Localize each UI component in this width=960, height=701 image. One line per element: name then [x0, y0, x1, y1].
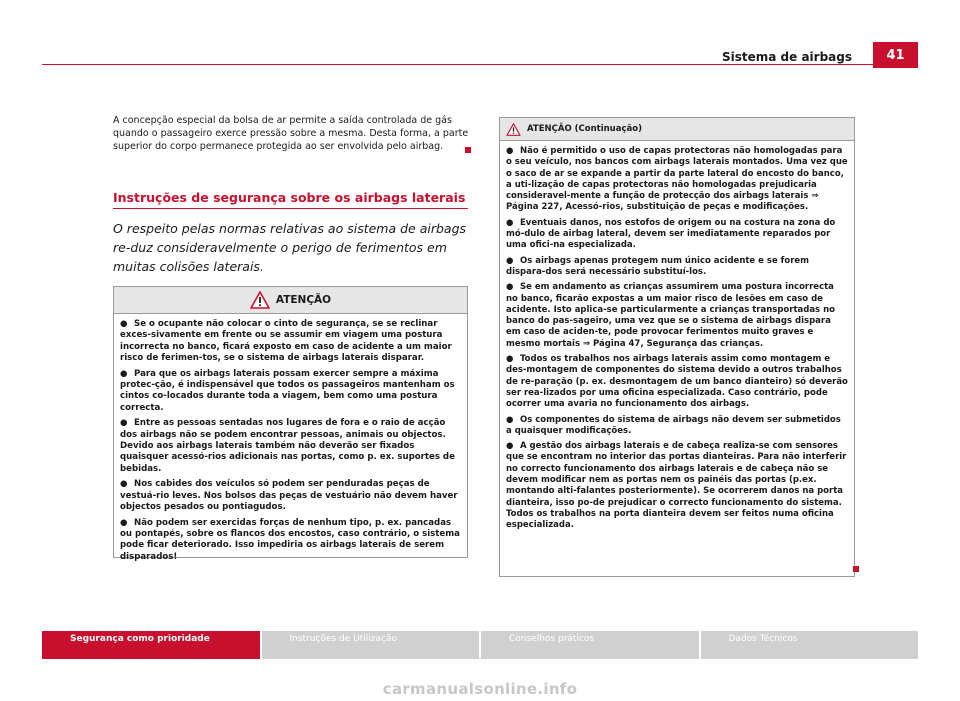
warning-item: ● Os componentes do sistema de airbags não devem ser submetidos a quaisquer modificações.	[506, 414, 841, 436]
warning-item: ● Para que os airbags laterais possam exercer sempre a máxima protec-ção, é indispensável que todos os passageiros mantenham os cintos co-locados durante toda a viagem, bem como uma postura correcta.	[120, 368, 455, 413]
warning-item: ● Não podem ser exercidas forças de nenhum tipo, p. ex. pancadas ou pontapés, sobre os flancos dos encostos, caso contrário, o sistema pode ficar deteriorado. Isso impediria os airbags laterais de serem disparados!	[120, 517, 460, 562]
warning-item: ● A gestão dos airbags laterais e de cabeça realiza-se com sensores que se encontram no interior das portas dianteiras. Para não interferir no correcto funcionamento dos airbags laterais e de cabeça não se devem modificar nem as portas nem os painéis das portas (p.ex. montando alti-falantes posteriormente). Se ocorrerem danos na porta dianteira, isso po-de prejudicar o correcto funcionamento do sistema. Todos os trabalhos na porta dianteira devem ser feitos numa oficina especializada.	[506, 441, 847, 531]
warning-triangle-icon	[506, 123, 521, 136]
warning-item: ● Eventuais danos, nos estofos de origem ou na costura na zona do mó-dulo de airbag lateral, devem ser imediatamente reparados por uma ofici-na especializada.	[506, 217, 836, 251]
warning-item: ● Se em andamento as crianças assumirem uma postura incorrecta no banco, ficarão expostas a um maior risco de lesões em caso de acidente. Isto aplica-se particularmente a crianças transportadas no banco do pas-sageiro, uma vez que se o sistema de airbags dispara em caso de aciden-te, pode provocar ferimentos muito graves e mesmo mortais ⇒ Página 47, Segurança das crianças.	[506, 282, 835, 349]
warning-title: ATENÇÃO	[275, 294, 332, 306]
footer-tab-safety[interactable]: Segurança como prioridade	[42, 631, 260, 659]
section-end-marker	[465, 147, 471, 153]
warning-box	[113, 286, 468, 562]
warning-item: ● Não é permitido o uso de capas protectoras não homologadas para o seu veículo, nos bancos com airbags laterais montados. Uma vez que o saco de ar se expande a partir da parte lateral do encosto do banco, a uti-lização de capas protectoras não homologadas prejudicaria consideravel-mente a função de protecção dos airbags laterais ⇒ Página 227, Acessó-rios, substituição de peças e modificações.	[506, 146, 848, 213]
warning-continuation-title: ATENÇÃO (Continuação)	[527, 124, 642, 134]
page-number: 41	[873, 42, 918, 68]
warning-item: ● Os airbags apenas protegem num único acidente e se forem dispara-dos será necessário substituí-los.	[506, 255, 810, 277]
warning-continuation-box	[499, 117, 855, 577]
header-rule	[42, 64, 918, 65]
footer-tab-operating-instructions[interactable]: Instruções de Utilização	[262, 631, 480, 659]
warning-item: ● Entre as pessoas sentadas nos lugares de fora e o raio de acção dos airbags não se podem encontrar pessoas, animais ou objectos. Devido aos airbags laterais também não deverão ser fixados quaisquer acessó-rios adicionais nas portas, como p. ex. suportes de bebidas.	[120, 418, 455, 474]
intro-paragraph: A concepção especial da bolsa de ar permite a saída controlada de gás quando o passageiro exerce pressão sobre a mesma. Desta forma, a parte superior do corpo permanece protegida ao ser envolvida pelo airbag.	[113, 115, 469, 152]
warning-header	[114, 287, 467, 314]
footer-tab-technical-data[interactable]: Dados Técnicos	[701, 631, 919, 659]
section-lead: O respeito pelas normas relativas ao sistema de airbags re-duz consideravelmente o perigo de ferimentos em muitas colisões laterais.	[113, 221, 467, 274]
footer-nav	[42, 631, 918, 659]
warning-item: ● Todos os trabalhos nos airbags laterais assim como montagem e des-montagem de componentes do sistema devido a outros trabalhos de re-paração (p. ex. desmontagem de um banco dianteiro) só deverão ser rea-lizados por uma oficina especializada. Caso contrário, pode ocorrer uma avaria no funcionamento dos airbags.	[506, 354, 848, 410]
warning-item: ● Se o ocupante não colocar o cinto de segurança, se se reclinar exces-sivamente em frente ou se assumir em viagem uma postura incorrecta no banco, ficará exposto em caso de acidente a um maior risco de ferimen-tos, se o sistema de airbags laterais disparar.	[120, 319, 452, 364]
footer-tab-practical-tips[interactable]: Conselhos práticos	[481, 631, 699, 659]
warning-triangle-icon	[250, 291, 270, 309]
page-header-title: Sistema de airbags	[721, 50, 852, 64]
watermark: carmanualsonline.info	[382, 680, 578, 698]
warning-item: ● Nos cabides dos veículos só podem ser penduradas peças de vestuá-rio leves. Nos bolsos das peças de vestuário não devem haver objectos pesados ou pontiagudos.	[120, 479, 458, 513]
warning-continuation-header	[500, 118, 854, 141]
section-heading: Instruções de segurança sobre os airbags laterais	[113, 190, 468, 209]
section-end-marker	[853, 566, 859, 572]
